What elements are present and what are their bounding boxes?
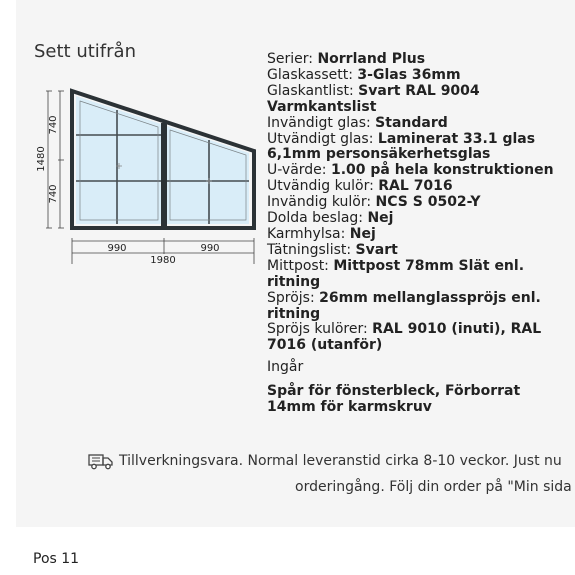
window-drawing (30, 82, 265, 272)
dim-bottom-total: 1980 (150, 255, 176, 266)
dim-left-bottom: 740 (48, 184, 59, 204)
spec-series: Serier: Norrland Plus (267, 51, 426, 67)
spec-glass-edge: Glaskantlist: Svart RAL 9004 Varmkantslist (267, 82, 480, 115)
spec-outer-glass: Utvändigt glas: Laminerat 33.1 glas 6,1mm personsäkerhetsglas (267, 130, 536, 163)
spec-seal-strip: Tätningslist: Svart (267, 241, 398, 258)
spec-glazing-bar-colors: Spröjs kulörer: RAL 9010 (inuti), RAL 7016 (utanför) (267, 321, 542, 354)
spec-mullion: Mittpost: Mittpost 78mm Slät enl. ritning (267, 257, 525, 290)
dim-bottom-right: 990 (200, 243, 220, 254)
delivery-notice (88, 451, 575, 495)
spec-frame-sleeve: Karmhylsa: Nej (267, 225, 376, 242)
spec-glass-cassette: Glaskassett: 3-Glas 36mm (267, 66, 461, 83)
spec-inner-glass: Invändigt glas: Standard (267, 114, 448, 131)
view-title: Sett utifrån (34, 41, 136, 62)
includes-item: Spår för fönsterbleck, Förborrat 14mm för karmskruv (267, 383, 521, 416)
notice-line-2: orderingång. Följ din order på "Min sida (295, 479, 572, 495)
notice-line-1: Tillverkningsvara. Normal leveranstid cirka 8-10 veckor. Just nu (119, 453, 562, 469)
glass-pane-right (167, 126, 249, 224)
dim-left-total: 1480 (36, 146, 47, 172)
spec-glazing-bars: Spröjs: 26mm mellanglasspröjs enl. ritning (267, 289, 541, 322)
spec-u-value: U-värde: 1.00 på hela konstruktionen (267, 162, 554, 179)
spec-list (267, 52, 567, 415)
dim-left-top: 740 (48, 115, 59, 135)
mullion (161, 123, 167, 227)
truck-icon (88, 452, 114, 470)
dim-bottom-left: 990 (107, 243, 127, 254)
spec-inner-color: Invändig kulör: NCS S 0502-Y (267, 194, 481, 211)
position-label: Pos 11 (33, 551, 80, 567)
spec-hidden-hinges: Dolda beslag: Nej (267, 210, 394, 227)
includes-title: Ingår (267, 359, 304, 376)
spec-outer-color: Utvändig kulör: RAL 7016 (267, 178, 453, 195)
